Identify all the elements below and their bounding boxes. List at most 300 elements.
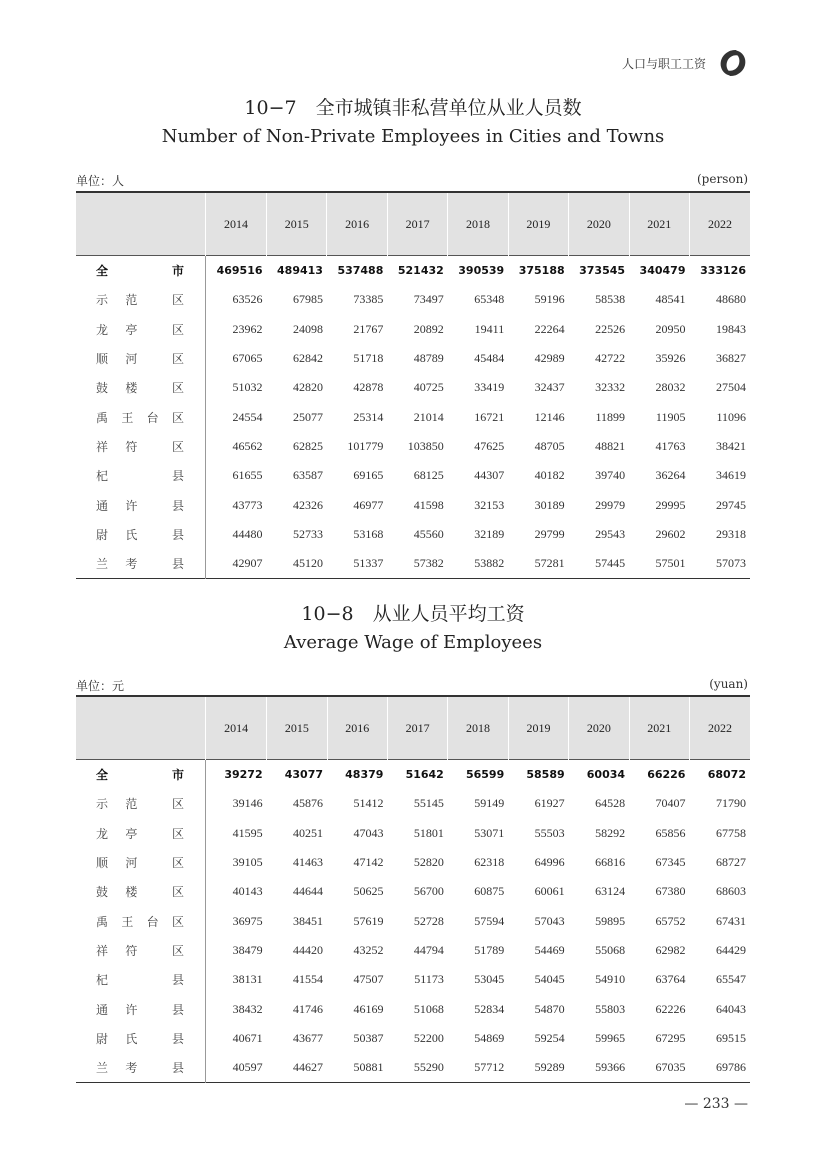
table-row <box>76 490 750 519</box>
table-cell: 67065 <box>232 351 263 366</box>
year-header: 2020 <box>569 696 629 760</box>
table-cell: 32153 <box>474 497 505 512</box>
row-label <box>76 848 206 877</box>
table-row <box>76 965 750 994</box>
table-cell: 64043 <box>716 1001 746 1016</box>
table-cell: 54045 <box>534 972 565 987</box>
table-cell: 57501 <box>655 556 686 571</box>
table-cell: 54870 <box>534 1001 565 1016</box>
table-cell: 36975 <box>232 913 263 928</box>
table-cell: 19411 <box>474 321 505 336</box>
table-cell: 63526 <box>232 292 263 307</box>
row-label <box>76 965 206 994</box>
year-header: 2019 <box>508 192 568 256</box>
table-cell: 62226 <box>655 1001 686 1016</box>
table-cell: 41595 <box>232 825 263 840</box>
year-header: 2015 <box>267 192 327 256</box>
row-label <box>76 1053 206 1083</box>
page-number: — 233 — <box>684 1096 748 1112</box>
table-cell: 53045 <box>474 972 505 987</box>
table-cell: 67035 <box>655 1060 686 1075</box>
table-cell: 48821 <box>595 438 626 453</box>
table-cell: 65547 <box>716 972 746 987</box>
row-label <box>76 402 206 431</box>
table-cell: 59895 <box>595 913 626 928</box>
table-cell: 45876 <box>293 796 324 811</box>
row-label-char: 县 <box>171 1031 184 1046</box>
table-cell: 21014 <box>413 409 444 424</box>
row-label-char: 市 <box>171 768 184 783</box>
table-cell: 55145 <box>413 796 444 811</box>
average-wage-table <box>76 695 750 1083</box>
row-label-char: 区 <box>171 826 184 841</box>
table-cell: 58292 <box>595 825 626 840</box>
table-row <box>76 549 750 579</box>
table-cell: 64996 <box>534 855 565 870</box>
row-label-char: 祥 <box>96 943 109 958</box>
table-cell: 41763 <box>655 438 686 453</box>
table-cell: 57382 <box>413 556 444 571</box>
table-header-row <box>76 696 750 760</box>
row-label-char: 许 <box>125 498 138 513</box>
table-cell: 38131 <box>232 972 263 987</box>
table-2-unit-en: (yuan) <box>709 677 748 691</box>
table-row <box>76 432 750 461</box>
table-header-row <box>76 192 750 256</box>
table-row <box>76 789 750 818</box>
year-header: 2015 <box>267 696 327 760</box>
year-header: 2019 <box>508 696 568 760</box>
table-row <box>76 994 750 1023</box>
table-cell: 54869 <box>474 1030 505 1045</box>
row-label-char: 全 <box>96 264 109 279</box>
row-label <box>76 461 206 490</box>
row-label-char: 禹 <box>96 410 109 425</box>
row-label-char: 禹 <box>96 914 109 929</box>
table-cell: 36827 <box>716 351 746 366</box>
table-cell: 66226 <box>647 768 686 782</box>
table-cell: 340479 <box>639 264 686 278</box>
row-label-char: 区 <box>171 856 184 871</box>
row-label-char: 全 <box>96 768 109 783</box>
table-row <box>76 402 750 431</box>
table-cell: 60875 <box>474 884 505 899</box>
row-label <box>76 1024 206 1053</box>
table-cell: 20892 <box>413 321 444 336</box>
row-label-char: 示 <box>96 797 109 812</box>
table-cell: 59965 <box>595 1030 626 1045</box>
table-cell: 44644 <box>293 884 324 899</box>
table-cell: 64528 <box>595 796 626 811</box>
table-cell: 44480 <box>232 526 263 541</box>
table-cell: 45560 <box>413 526 444 541</box>
table-cell: 68727 <box>716 855 746 870</box>
year-header: 2016 <box>327 696 387 760</box>
row-label-char: 县 <box>171 469 184 484</box>
table-cell: 69786 <box>716 1060 746 1075</box>
year-header: 2021 <box>629 192 689 256</box>
row-label-char: 区 <box>171 293 184 308</box>
table-cell: 375188 <box>518 264 565 278</box>
table-cell: 24098 <box>292 321 323 336</box>
row-label <box>76 315 206 344</box>
row-label-char: 区 <box>171 914 184 929</box>
table-cell: 45484 <box>474 351 505 366</box>
row-label-char: 区 <box>171 439 184 454</box>
row-label-char: 尉 <box>96 1031 109 1046</box>
row-label <box>76 819 206 848</box>
table-cell: 57073 <box>716 556 746 571</box>
year-header: 2014 <box>206 192 267 256</box>
year-header: 2020 <box>569 192 629 256</box>
table-cell: 101779 <box>347 438 384 453</box>
row-label-char: 楼 <box>125 381 138 396</box>
table-row <box>76 461 750 490</box>
row-label-char: 区 <box>171 885 184 900</box>
table-cell: 333126 <box>700 264 746 278</box>
table-cell: 43077 <box>284 768 324 782</box>
table-row <box>76 819 750 848</box>
row-label-char: 市 <box>171 264 184 279</box>
row-label-char: 尉 <box>96 527 109 542</box>
table-cell: 38479 <box>232 942 263 957</box>
row-label-char: 范 <box>125 293 138 308</box>
table-cell: 58589 <box>526 768 565 782</box>
row-label-char: 考 <box>125 1061 138 1076</box>
table-cell: 50625 <box>353 884 384 899</box>
row-label-char: 县 <box>171 498 184 513</box>
row-label-char: 台 <box>146 914 159 929</box>
table-cell: 52834 <box>474 1001 505 1016</box>
table-1-unit-cn: 单位：人 <box>76 174 125 188</box>
table-cell: 28032 <box>655 380 686 395</box>
row-label <box>76 490 206 519</box>
table-cell: 52820 <box>413 855 444 870</box>
table-cell: 42878 <box>353 380 384 395</box>
table-row <box>76 344 750 373</box>
table-cell: 51718 <box>353 351 384 366</box>
table-cell: 57619 <box>353 913 384 928</box>
row-label-char: 县 <box>171 1061 184 1076</box>
row-label-char: 县 <box>171 557 184 572</box>
row-label <box>76 256 206 286</box>
table-cell: 44420 <box>293 942 324 957</box>
table-cell: 12146 <box>534 409 565 424</box>
table-1-title-en: Number of Non-Private Employees in Cities and Towns <box>161 126 665 147</box>
year-header: 2018 <box>448 696 508 760</box>
table-cell: 62825 <box>292 438 323 453</box>
table-cell: 51801 <box>413 825 444 840</box>
table-cell: 44794 <box>413 942 444 957</box>
table-cell: 65348 <box>474 292 505 307</box>
table-cell: 51068 <box>413 1001 444 1016</box>
table-cell: 40143 <box>232 884 263 899</box>
table-1-title-cn: 10−7 全市城镇非私营单位从业人员数 <box>244 97 582 119</box>
table-cell: 67431 <box>716 913 746 928</box>
table-row <box>76 315 750 344</box>
table-cell: 36264 <box>655 468 686 483</box>
row-label-char: 杞 <box>96 469 109 484</box>
table-cell: 489413 <box>277 264 323 278</box>
table-cell: 67758 <box>716 825 746 840</box>
section-title: 人口与职工工资 <box>621 56 706 71</box>
table-cell: 42722 <box>595 351 626 366</box>
table-cell: 47625 <box>474 438 505 453</box>
row-label-char: 区 <box>171 797 184 812</box>
table-cell: 66816 <box>595 855 626 870</box>
table-cell: 62318 <box>474 855 505 870</box>
table-cell: 48541 <box>655 292 686 307</box>
row-label <box>76 760 206 790</box>
row-label-char: 顺 <box>96 856 109 871</box>
table-cell: 67345 <box>655 855 686 870</box>
year-header: 2014 <box>206 696 267 760</box>
row-label-char: 祥 <box>96 439 109 454</box>
table-2-unit-cn: 单位：元 <box>76 679 125 693</box>
row-label-char: 许 <box>125 1002 138 1017</box>
table-cell: 69515 <box>716 1030 746 1045</box>
table-cell: 51173 <box>414 972 444 987</box>
year-header: 2022 <box>689 696 750 760</box>
row-label <box>76 344 206 373</box>
table-cell: 29318 <box>716 526 746 541</box>
table-cell: 42326 <box>292 497 323 512</box>
table-cell: 69165 <box>353 468 384 483</box>
table-cell: 469516 <box>216 264 263 278</box>
table-row <box>76 373 750 402</box>
table-cell: 50881 <box>353 1060 384 1075</box>
table-row <box>76 1024 750 1053</box>
table-cell: 55503 <box>534 825 565 840</box>
year-header: 2016 <box>327 192 387 256</box>
year-header: 2018 <box>448 192 508 256</box>
table-cell: 45120 <box>292 556 323 571</box>
table-cell: 61655 <box>232 468 263 483</box>
table-cell: 63764 <box>655 972 686 987</box>
table-cell: 52733 <box>292 526 323 541</box>
row-label <box>76 285 206 314</box>
table-cell: 53071 <box>474 825 505 840</box>
table-cell: 73385 <box>353 292 384 307</box>
table-cell: 51337 <box>353 556 384 571</box>
table-cell: 25077 <box>292 409 323 424</box>
row-label-char: 区 <box>171 322 184 337</box>
table-cell: 62982 <box>655 942 686 957</box>
table-cell: 47043 <box>353 825 384 840</box>
year-header: 2021 <box>629 696 689 760</box>
table-cell: 34619 <box>716 468 746 483</box>
table-cell: 41554 <box>293 972 324 987</box>
table-cell: 57712 <box>474 1060 505 1075</box>
table-cell: 22526 <box>595 321 626 336</box>
employees-table <box>76 191 750 579</box>
table-cell: 29745 <box>716 497 746 512</box>
table-cell: 29799 <box>534 526 565 541</box>
table-cell: 55068 <box>595 942 626 957</box>
table-cell: 21767 <box>353 321 384 336</box>
table-cell: 59149 <box>474 796 505 811</box>
table-cell: 57445 <box>595 556 626 571</box>
row-label <box>76 936 206 965</box>
table-cell: 48379 <box>345 768 384 782</box>
table-cell: 39105 <box>232 855 263 870</box>
table-cell: 54469 <box>534 942 565 957</box>
row-label-char: 兰 <box>96 557 109 572</box>
row-label <box>76 789 206 818</box>
table-cell: 22264 <box>534 321 565 336</box>
table-cell: 43252 <box>353 942 384 957</box>
table-cell: 39740 <box>595 468 626 483</box>
table-row <box>76 520 750 549</box>
table-cell: 68125 <box>413 468 444 483</box>
year-header: 2017 <box>387 192 447 256</box>
table-cell: 23962 <box>232 321 263 336</box>
table-row <box>76 256 750 286</box>
table-row <box>76 877 750 906</box>
table-cell: 46977 <box>353 497 384 512</box>
row-label <box>76 877 206 906</box>
table-cell: 65752 <box>655 913 686 928</box>
row-label <box>76 906 206 935</box>
table-cell: 42907 <box>232 556 263 571</box>
table-cell: 57594 <box>474 913 505 928</box>
table-cell: 29602 <box>655 526 686 541</box>
table-cell: 41463 <box>293 855 324 870</box>
table-cell: 47507 <box>353 972 384 987</box>
table-cell: 33419 <box>474 380 505 395</box>
table-cell: 43773 <box>232 497 263 512</box>
row-label-char: 亭 <box>125 322 138 337</box>
table-cell: 59196 <box>534 292 565 307</box>
table-cell: 521432 <box>397 264 444 278</box>
row-label-char: 鼓 <box>96 381 109 396</box>
row-label-char: 氏 <box>125 1031 138 1046</box>
table-cell: 40251 <box>293 825 324 840</box>
row-label <box>76 520 206 549</box>
table-cell: 52728 <box>413 913 444 928</box>
table-cell: 40725 <box>413 380 444 395</box>
row-label-char: 龙 <box>96 826 109 841</box>
table-cell: 63124 <box>595 884 626 899</box>
row-label <box>76 432 206 461</box>
table-cell: 50387 <box>353 1030 384 1045</box>
table-row <box>76 760 750 790</box>
row-label-char: 考 <box>125 557 138 572</box>
row-label-char: 兰 <box>96 1061 109 1076</box>
table-cell: 48789 <box>413 351 444 366</box>
table-1-unit-en: (person) <box>697 172 748 186</box>
table-row <box>76 848 750 877</box>
row-label-char: 亭 <box>125 826 138 841</box>
year-header: 2017 <box>387 696 447 760</box>
table-cell: 390539 <box>458 264 505 278</box>
table-row <box>76 285 750 314</box>
row-label-char: 区 <box>171 410 184 425</box>
table-cell: 40182 <box>534 468 565 483</box>
row-label-char: 区 <box>171 381 184 396</box>
table-cell: 51642 <box>405 768 444 782</box>
table-cell: 57281 <box>534 556 565 571</box>
table-cell: 53168 <box>353 526 384 541</box>
table-cell: 42820 <box>292 380 323 395</box>
table-cell: 57043 <box>534 913 565 928</box>
table-cell: 59289 <box>534 1060 565 1075</box>
table-cell: 71790 <box>716 796 746 811</box>
table-cell: 32332 <box>595 380 626 395</box>
table-cell: 70407 <box>655 796 686 811</box>
table-cell: 29995 <box>655 497 686 512</box>
table-cell: 103850 <box>407 438 444 453</box>
row-label-char: 河 <box>125 352 138 367</box>
table-cell: 39146 <box>232 796 263 811</box>
table-2-title-en: Average Wage of Employees <box>283 632 543 653</box>
row-label-char: 示 <box>96 293 109 308</box>
table-cell: 58538 <box>595 292 626 307</box>
table-cell: 56700 <box>413 884 444 899</box>
table-cell: 46169 <box>353 1001 384 1016</box>
table-cell: 52200 <box>413 1030 444 1045</box>
table-cell: 47142 <box>353 855 384 870</box>
row-label-char: 河 <box>125 856 138 871</box>
table-cell: 56599 <box>465 768 505 782</box>
row-label-char: 县 <box>171 527 184 542</box>
row-label-char: 台 <box>146 410 159 425</box>
table-cell: 44307 <box>474 468 505 483</box>
table-cell: 51789 <box>474 942 505 957</box>
row-label-char: 符 <box>125 439 138 454</box>
row-label-char: 龙 <box>96 322 109 337</box>
row-label-char: 县 <box>171 973 184 988</box>
table-row <box>76 1053 750 1083</box>
table-cell: 11905 <box>655 409 686 424</box>
row-label-char: 氏 <box>125 527 138 542</box>
header-label-cell <box>76 192 206 256</box>
table-cell: 39272 <box>224 768 263 782</box>
table-cell: 60061 <box>534 884 565 899</box>
table-cell: 51412 <box>353 796 384 811</box>
table-cell: 65856 <box>655 825 686 840</box>
row-label <box>76 994 206 1023</box>
table-cell: 60034 <box>586 768 626 782</box>
table-cell: 40671 <box>232 1030 263 1045</box>
table-cell: 48705 <box>534 438 565 453</box>
row-label-char: 符 <box>125 943 138 958</box>
row-label <box>76 373 206 402</box>
row-label-char: 区 <box>171 943 184 958</box>
table-cell: 51032 <box>232 380 263 395</box>
table-cell: 41746 <box>293 1001 324 1016</box>
table-cell: 11096 <box>716 409 746 424</box>
table-cell: 32189 <box>474 526 505 541</box>
row-label-char: 通 <box>96 1002 109 1017</box>
row-label-char: 杞 <box>96 973 109 988</box>
table-cell: 25314 <box>353 409 384 424</box>
table-cell: 38432 <box>232 1001 263 1016</box>
table-cell: 16721 <box>474 409 505 424</box>
table-cell: 40597 <box>232 1060 263 1075</box>
table-cell: 20950 <box>655 321 686 336</box>
row-label-char: 王 <box>121 410 134 425</box>
table-cell: 55803 <box>595 1001 626 1016</box>
row-label-char: 王 <box>121 914 134 929</box>
table-cell: 67380 <box>655 884 686 899</box>
table-cell: 41598 <box>413 497 444 512</box>
table-cell: 73497 <box>413 292 444 307</box>
table-row <box>76 936 750 965</box>
table-cell: 67985 <box>292 292 323 307</box>
table-cell: 373545 <box>579 264 626 278</box>
table-cell: 61927 <box>534 796 565 811</box>
